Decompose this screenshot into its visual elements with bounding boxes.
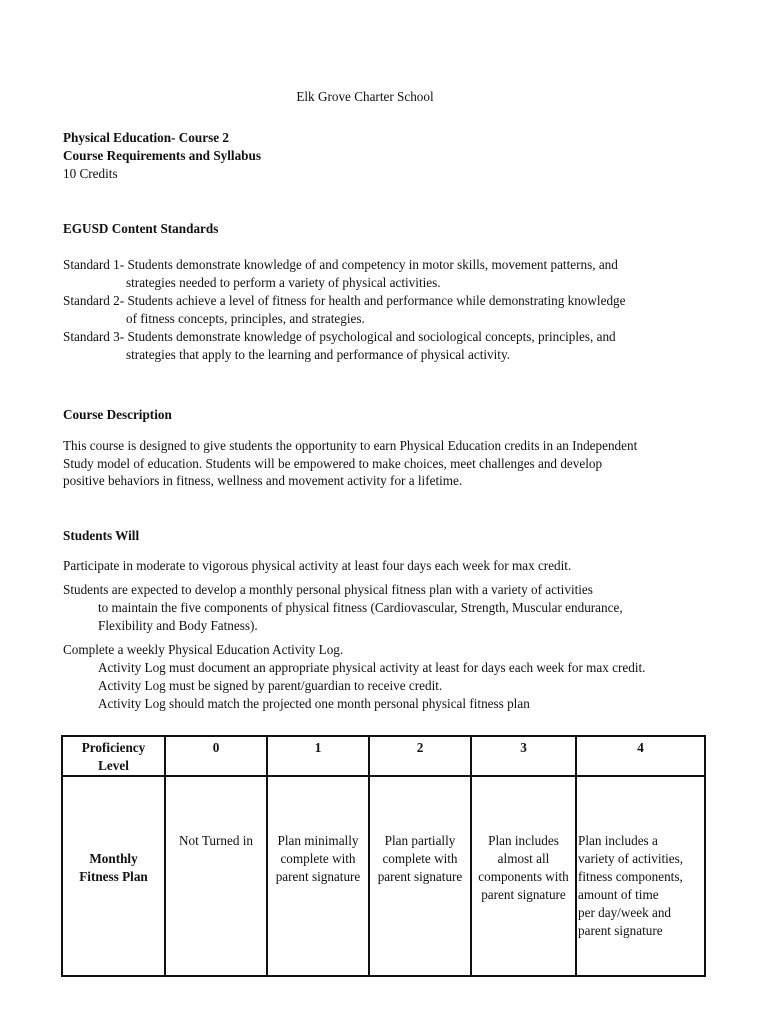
header-score-3: 3 bbox=[471, 736, 576, 776]
header-score-1: 1 bbox=[267, 736, 369, 776]
header-proficiency-level bbox=[62, 736, 165, 776]
score-4-line4: amount of time bbox=[578, 887, 659, 902]
score-0-cell bbox=[165, 776, 267, 976]
score-2-line1: Plan partially bbox=[384, 833, 456, 848]
description-line-3: positive behaviors in fitness, wellness and movement activity for a lifetime. bbox=[63, 473, 463, 488]
students-will-p2-line1: Students are expected to develop a monthly personal physical fitness plan with a variety of activities bbox=[63, 582, 593, 597]
course-subtitle: Course Requirements and Syllabus bbox=[63, 148, 261, 163]
score-3-cell bbox=[471, 776, 576, 976]
score-2-cell bbox=[369, 776, 471, 976]
standard-1-line2: strategies needed to perform a variety of physical activities. bbox=[126, 275, 441, 290]
table-header-row bbox=[62, 736, 705, 776]
activity-log-item-3: Activity Log should match the projected one month personal physical fitness plan bbox=[98, 696, 530, 711]
header-level-line1: Proficiency bbox=[81, 740, 146, 755]
students-will-heading: Students Will bbox=[63, 528, 140, 543]
score-3-line3: components with bbox=[478, 869, 569, 884]
header-score-0: 0 bbox=[165, 736, 267, 776]
standard-2-line1: Standard 2- Students achieve a level of fitness for health and performance while demonstrating knowledge bbox=[63, 293, 626, 308]
school-name: Elk Grove Charter School bbox=[296, 89, 434, 104]
students-will-p2-line2: to maintain the five components of physical fitness (Cardiovascular, Strength, Muscular endurance, bbox=[98, 600, 623, 615]
score-1-line3: parent signature bbox=[275, 869, 361, 884]
score-1-line1: Plan minimally bbox=[277, 833, 359, 848]
course-credits: 10 Credits bbox=[63, 166, 118, 181]
score-1-line2: complete with bbox=[280, 851, 356, 866]
standards-heading: EGUSD Content Standards bbox=[63, 221, 219, 236]
activity-log-item-2: Activity Log must be signed by parent/guardian to receive credit. bbox=[98, 678, 443, 693]
header-level-line2: Level bbox=[98, 758, 129, 773]
score-3-line4: parent signature bbox=[481, 887, 566, 902]
students-will-p1: Participate in moderate to vigorous physical activity at least four days each week for max credit. bbox=[63, 558, 572, 573]
activity-log-item-1: Activity Log must document an appropriate physical activity at least for days each week for max credit. bbox=[98, 660, 646, 675]
course-title: Physical Education- Course 2 bbox=[63, 130, 229, 145]
score-4-line5: per day/week and bbox=[578, 905, 672, 920]
score-0-line1: Not Turned in bbox=[178, 833, 253, 848]
description-line-1: This course is designed to give students the opportunity to earn Physical Education credits in an Independent bbox=[63, 438, 638, 453]
score-3-line1: Plan includes bbox=[488, 833, 559, 848]
row-label-line2: Fitness Plan bbox=[79, 869, 148, 884]
header-score-2: 2 bbox=[369, 736, 471, 776]
score-4-line2: variety of activities, bbox=[578, 851, 684, 866]
score-2-line2: complete with bbox=[382, 851, 458, 866]
students-will-p3: Complete a weekly Physical Education Activity Log. bbox=[63, 642, 344, 657]
standard-1-line1: Standard 1- Students demonstrate knowledge of and competency in motor skills, movement patterns, and bbox=[63, 257, 618, 272]
description-line-2: Study model of education. Students will be empowered to make choices, meet challenges and develop bbox=[63, 456, 603, 471]
students-will-p2-line3: Flexibility and Body Fatness). bbox=[98, 618, 258, 633]
row-label-monthly-fitness-plan bbox=[62, 776, 165, 976]
row-label-line1: Monthly bbox=[89, 851, 138, 866]
standard-2-line2: of fitness concepts, principles, and strategies. bbox=[126, 311, 365, 326]
score-4-cell bbox=[576, 776, 705, 976]
score-4-line3: fitness components, bbox=[578, 869, 683, 884]
score-1-cell bbox=[267, 776, 369, 976]
proficiency-rubric-table bbox=[61, 735, 706, 977]
score-3-line2: almost all bbox=[497, 851, 550, 866]
score-4-line6: parent signature bbox=[578, 923, 663, 938]
header-score-4: 4 bbox=[576, 736, 705, 776]
score-4-line1: Plan includes a bbox=[578, 833, 658, 848]
score-2-line3: parent signature bbox=[377, 869, 463, 884]
table-row bbox=[62, 776, 705, 976]
standard-3-line2: strategies that apply to the learning and performance of physical activity. bbox=[126, 347, 511, 362]
standard-3-line1: Standard 3- Students demonstrate knowledge of psychological and sociological concepts, principles, and bbox=[63, 329, 616, 344]
description-heading: Course Description bbox=[63, 407, 172, 422]
